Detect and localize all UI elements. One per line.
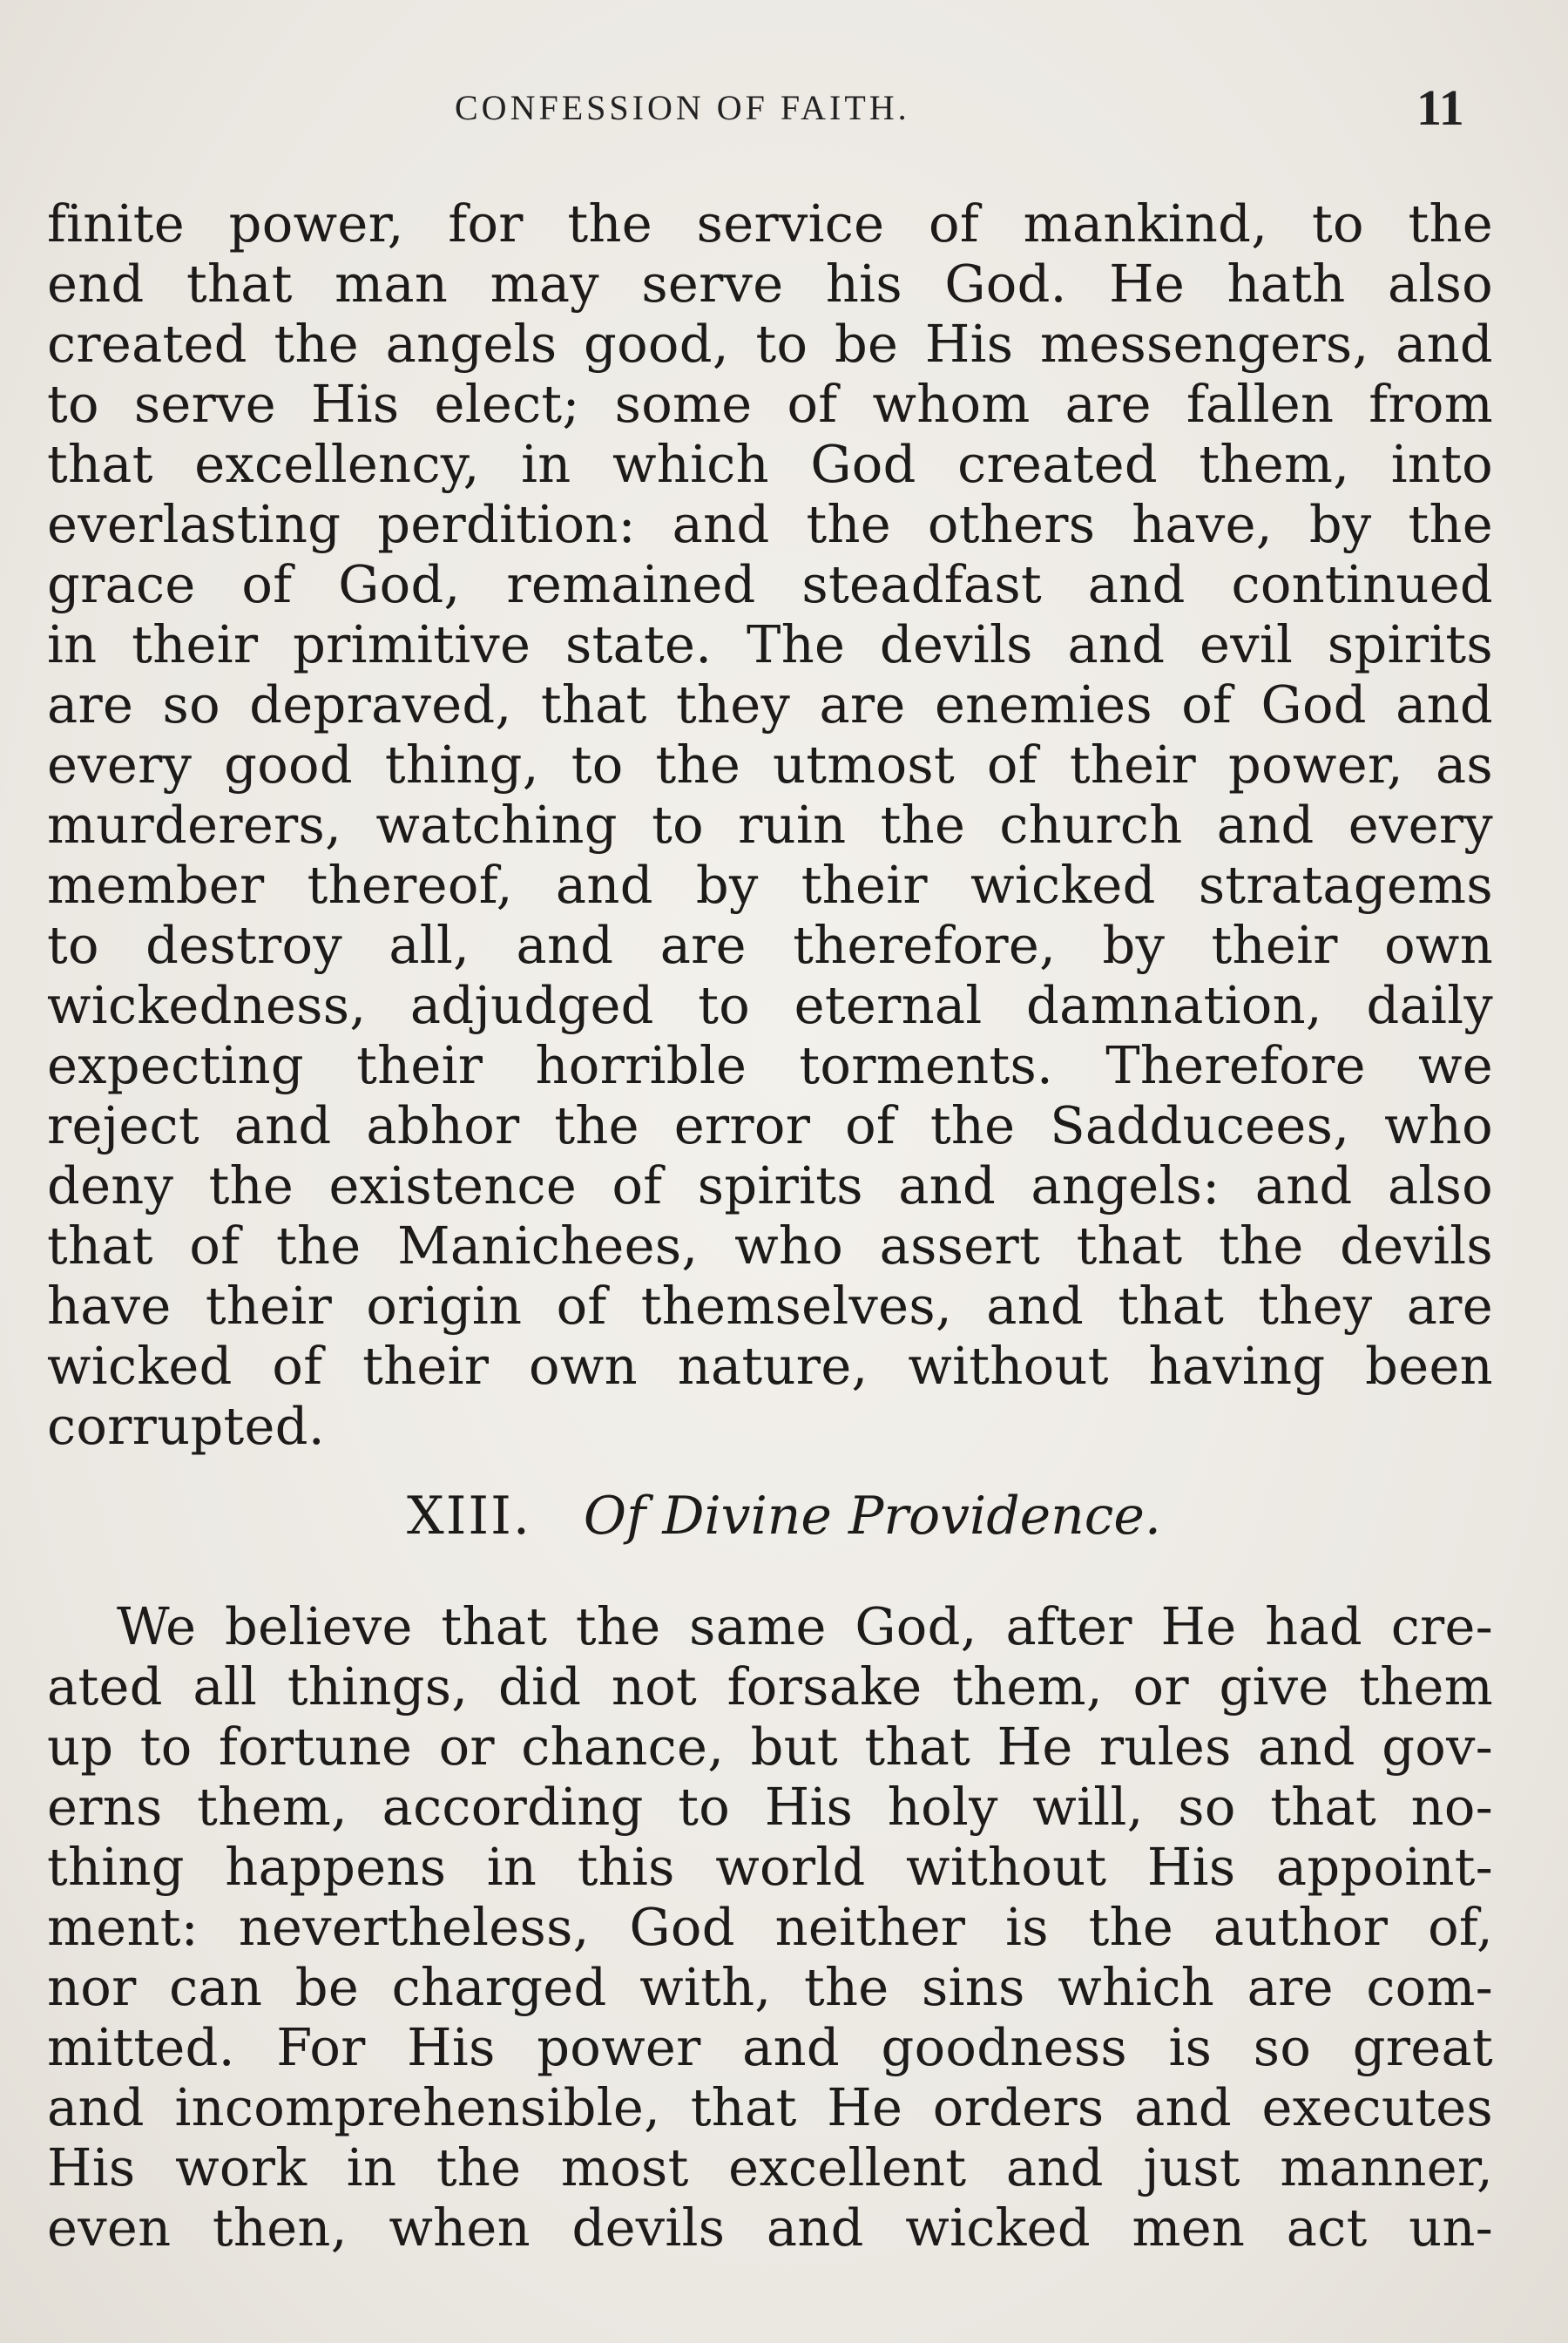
text-line: We believe that the same God, after He had cre- xyxy=(117,1596,1493,1656)
paragraph-continuation xyxy=(47,193,1493,1456)
text-line: finite power, for the service of mankind, to the xyxy=(47,193,1493,254)
text-line: in their primitive state. The devils and evil spirits xyxy=(47,614,1493,674)
section-title: Of Divine Providence. xyxy=(583,1486,1161,1547)
text-line: to serve His elect; some of whom are fallen from xyxy=(47,374,1493,434)
text-line: member thereof, and by their wicked stratagems xyxy=(47,855,1493,915)
text-line: grace of God, remained steadfast and continued xyxy=(47,554,1493,614)
text-line: have their origin of themselves, and that they are xyxy=(47,1276,1493,1336)
running-title: CONFESSION OF FAITH. xyxy=(455,88,910,127)
text-line: ated all things, did not forsake them, or give them xyxy=(47,1656,1493,1717)
text-line: erns them, according to His holy will, so that no- xyxy=(47,1777,1493,1837)
text-line: to destroy all, and are therefore, by their own xyxy=(47,915,1493,975)
paragraph-divine-providence xyxy=(47,1596,1493,2258)
text-line: every good thing, to the utmost of their power, as xyxy=(47,735,1493,795)
text-line: wickedness, adjudged to eternal damnation, daily xyxy=(47,975,1493,1035)
text-line: up to fortune or chance, but that He rules and gov- xyxy=(47,1717,1493,1777)
text-line: nor can be charged with, the sins which are com- xyxy=(47,1957,1493,2017)
text-line: mitted. For His power and goodness is so great xyxy=(47,2017,1493,2077)
text-line: that of the Manichees, who assert that the devils xyxy=(47,1216,1493,1276)
section-number: XIII. xyxy=(407,1486,531,1547)
section-heading xyxy=(0,1481,1568,1551)
text-line: thing happens in this world without His appoint- xyxy=(47,1837,1493,1897)
text-line: everlasting perdition: and the others have, by the xyxy=(47,494,1493,554)
page-number: 11 xyxy=(1416,79,1464,136)
text-line: corrupted. xyxy=(47,1396,325,1456)
text-line: ment: nevertheless, God neither is the author of, xyxy=(47,1897,1493,1957)
text-line: reject and abhor the error of the Sadducees, who xyxy=(47,1095,1493,1155)
text-line: that excellency, in which God created them, into xyxy=(47,434,1493,494)
text-line: expecting their horrible torments. Therefore we xyxy=(47,1035,1493,1095)
text-line: wicked of their own nature, without having been xyxy=(47,1336,1493,1396)
running-head xyxy=(0,79,1568,136)
text-line: murderers, watching to ruin the church and every xyxy=(47,795,1493,855)
text-line: even then, when devils and wicked men act un- xyxy=(47,2197,1493,2258)
text-line: created the angels good, to be His messengers, and xyxy=(47,314,1493,374)
text-line: deny the existence of spirits and angels: and also xyxy=(47,1155,1493,1216)
text-line: are so depraved, that they are enemies of God and xyxy=(47,674,1493,735)
text-line: and incomprehensible, that He orders and executes xyxy=(47,2077,1493,2137)
text-line: His work in the most excellent and just manner, xyxy=(47,2137,1493,2197)
text-line: end that man may serve his God. He hath also xyxy=(47,254,1493,314)
